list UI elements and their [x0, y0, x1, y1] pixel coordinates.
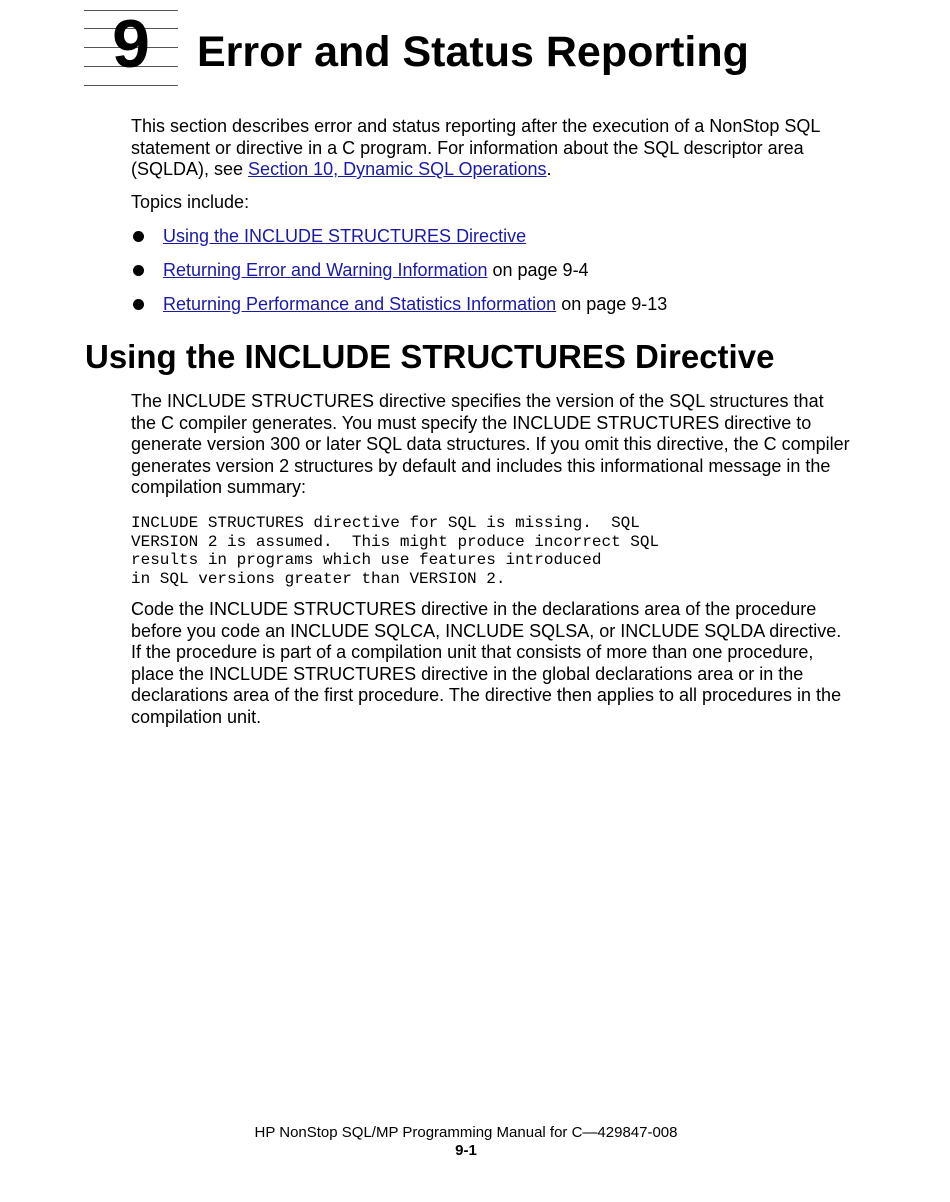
code-block: INCLUDE STRUCTURES directive for SQL is missing. SQL VERSION 2 is assumed. This might produce incorrect SQL results in programs which use features introduced in SQL versions greater than VERSION 2.: [131, 514, 660, 589]
intro-paragraph: [131, 116, 851, 181]
topic-link-performance-statistics[interactable]: Returning Performance and Statistics Information: [163, 294, 557, 314]
bullet-icon: [133, 265, 144, 276]
topic-link-error-warning[interactable]: Returning Error and Warning Information: [163, 260, 488, 280]
section-paragraph-2: Code the INCLUDE STRUCTURES directive in the declarations area of the procedure before you code an INCLUDE SQLCA, INCLUDE SQLSA, or INCLUDE SQLDA directive. If the procedure is part of a compilation unit that consists of more than one procedure, place the INCLUDE STRUCTURES directive in the global declarations area or in the declarations area of the first procedure. The directive then applies to all procedures in the compilation unit.: [131, 599, 842, 727]
topics-list: [131, 226, 667, 328]
page-footer: [0, 1124, 932, 1160]
section-heading: Using the INCLUDE STRUCTURES Directive: [85, 338, 775, 375]
topic-page-ref: on page 9-13: [556, 294, 668, 314]
list-item: [131, 226, 667, 260]
bullet-icon: [133, 299, 144, 310]
badge-rule: [84, 85, 178, 86]
topic-link-include-structures[interactable]: Using the INCLUDE STRUCTURES Directive: [163, 226, 527, 246]
manual-title: HP NonStop SQL/MP Programming Manual for C—429847-008: [254, 1124, 678, 1141]
page-number: 9-1: [455, 1142, 477, 1159]
intro-text: This section describes error and status reporting after the execution of a NonStop SQL statement or directive in a C program. For information about the SQL descriptor area (SQLDA), see: [131, 116, 820, 179]
list-item: [131, 294, 667, 328]
intro-text-end: .: [546, 159, 552, 179]
chapter-number-badge: [84, 6, 178, 86]
section-10-link[interactable]: Section 10, Dynamic SQL Operations: [248, 159, 547, 179]
topic-page-ref: on page 9-4: [487, 260, 589, 280]
section-paragraph-1: The INCLUDE STRUCTURES directive specifies the version of the SQL structures that the C compiler generates. You must specify the INCLUDE STRUCTURES directive to generate version 300 or later SQL data structures. If you omit this directive, the C compiler generates version 2 structures by default and includes this informational message in the compilation summary:: [131, 391, 850, 497]
topics-heading: Topics include:: [131, 192, 250, 212]
bullet-icon: [133, 231, 144, 242]
chapter-number: 9: [112, 6, 150, 82]
list-item: [131, 260, 667, 294]
chapter-title: Error and Status Reporting: [197, 28, 749, 76]
